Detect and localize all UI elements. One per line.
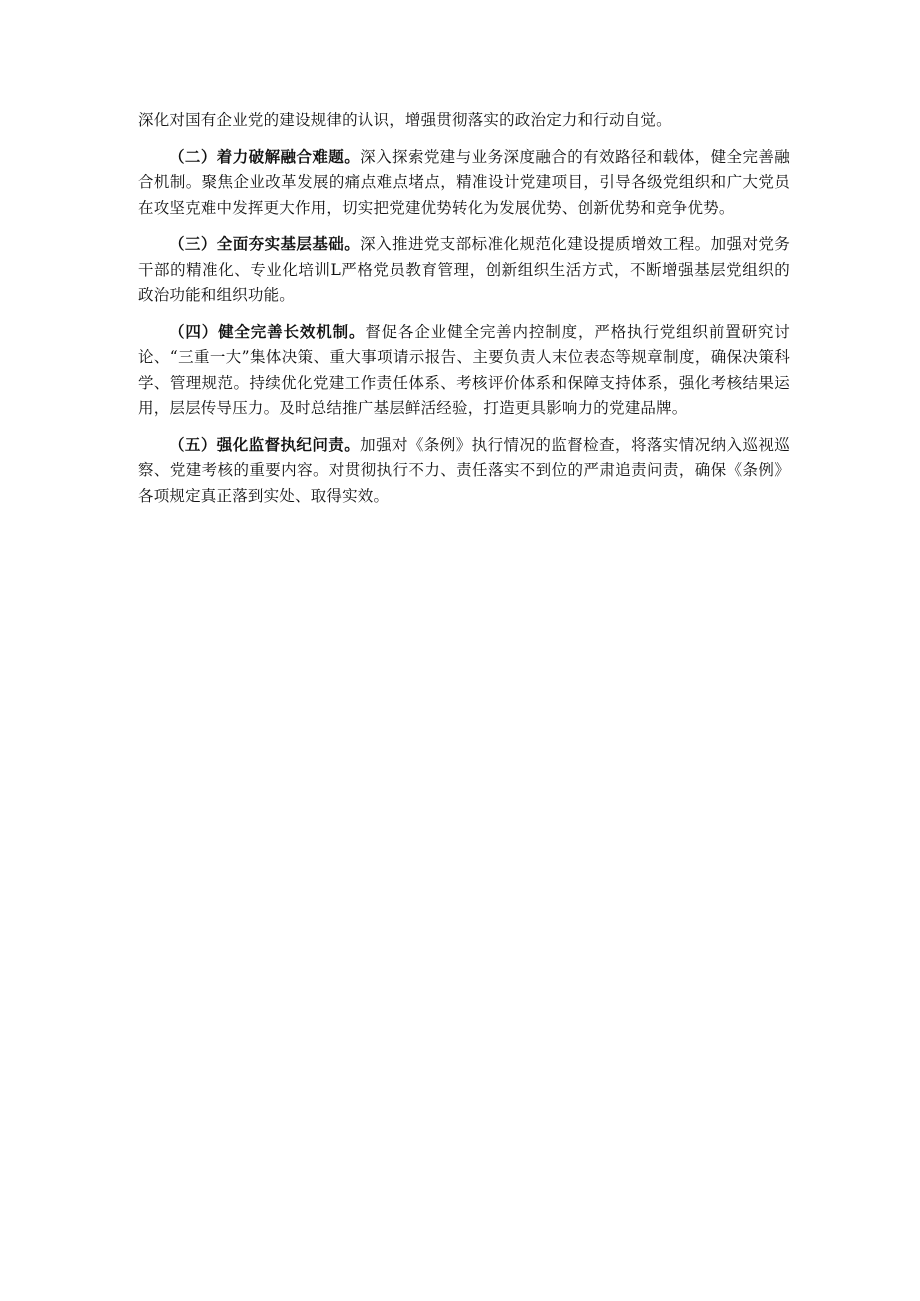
paragraph-heading: （三）全面夯实基层基础。: [169, 234, 361, 253]
paragraph-continuation: [138, 108, 790, 134]
paragraph-supervision-accountability: [138, 432, 790, 510]
document-page: [138, 108, 790, 519]
paragraph-text: 深入探索党建与业务深度融合的有效路径和载体，健全完善融合机制。聚焦企业改革发展的痛点难点堵点，精准设计党建项目，引导各级党组织和广大党员在攻坚克难中发挥更大作用，切实把党建优势转化为发展优势、创新优势和竞争优势。: [138, 147, 791, 217]
paragraph-heading: （五）强化监督执纪问责。: [169, 434, 361, 454]
paragraph-text: 加强对《条例》执行情况的监督检查，将落实情况纳入巡视巡察、党建考核的重要内容。对贯彻执行不力、责任落实不到位的严肃追责问责，确保《条例》各项规定真正落到实处、取得实效。: [138, 435, 791, 505]
paragraph-heading: （四）健全完善长效机制。: [169, 321, 366, 341]
paragraph-grassroots-foundation: [138, 231, 790, 309]
paragraph-text: 深入推进党支部标准化规范化建设提质增效工程。加强对党务干部的精准化、专业化培训L严格党员教育管理，创新组织生活方式，不断增强基层党组织的政治功能和组织功能。: [138, 235, 791, 304]
paragraph-integration-challenges: [138, 144, 790, 222]
paragraph-text: 深化对国有企业党的建设规律的认识，增强贯彻落实的政治定力和行动自觉。: [138, 111, 672, 129]
paragraph-heading: （二）着力破解融合难题。: [169, 146, 361, 166]
paragraph-text: 督促各企业健全完善内控制度，严格执行党组织前置研究讨论、“三重一大”集体决策、重大事项请示报告、主要负责人末位表态等规章制度，确保决策科学、管理规范。持续优化党建工作责任体系、考核评价体系和保障支持体系，强化考核结果运用，层层传导压力。及时总结推广基层鲜活经验，打造更具影响力的党建品牌。: [138, 322, 790, 417]
paragraph-long-term-mechanism: [138, 319, 790, 422]
